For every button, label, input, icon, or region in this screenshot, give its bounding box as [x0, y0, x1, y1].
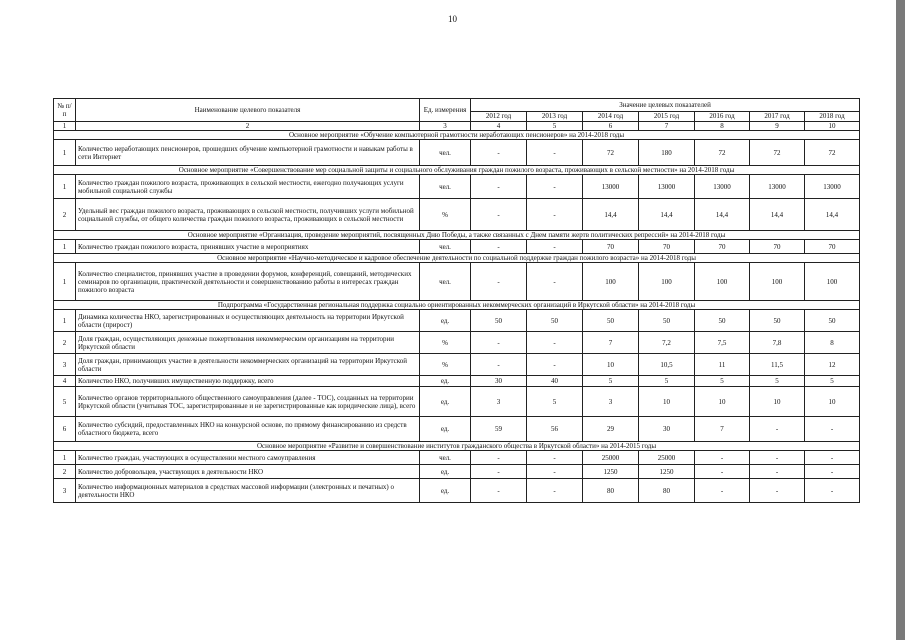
unit-cell: ед.	[420, 376, 471, 387]
value-cell: 10	[695, 387, 750, 417]
value-cell: -	[527, 199, 583, 231]
header-unit: Ед. измерения	[420, 99, 471, 122]
unit-cell: ед.	[420, 387, 471, 417]
value-cell: 100	[583, 263, 639, 301]
value-cell: -	[527, 465, 583, 479]
value-cell: 80	[583, 479, 639, 503]
table-row	[54, 140, 860, 166]
value-cell: 13000	[639, 175, 695, 199]
value-cell: -	[527, 332, 583, 354]
indicator-name: Количество органов территориального общественного самоуправления (далее - ТОС), созданных на территории Иркутской области (учитывая ТОС, зарегистрированные и не зарегистрированные как юридические лица), всего	[76, 387, 420, 417]
section-row	[54, 166, 860, 175]
header-values: Значение целевых показателей	[471, 99, 860, 112]
value-cell: 70	[583, 240, 639, 254]
value-cell: 72	[805, 140, 860, 166]
indicator-name: Количество граждан, участвующих в осуществлении местного самоуправления	[76, 451, 420, 465]
value-cell: 70	[750, 240, 805, 254]
section-row	[54, 442, 860, 451]
table-row	[54, 332, 860, 354]
value-cell: 72	[583, 140, 639, 166]
table-row	[54, 451, 860, 465]
value-cell: -	[527, 354, 583, 376]
header-year: 2012 год	[471, 112, 527, 122]
value-cell: 5	[750, 376, 805, 387]
indicator-name: Количество граждан пожилого возраста, проживающих в сельской местности, ежегодно получающих услуги мобильной социальной службы	[76, 175, 420, 199]
indicator-name: Динамика количества НКО, зарегистрированных и осуществляющих деятельность на территории Иркутской области (прирост)	[76, 310, 420, 332]
value-cell: -	[471, 240, 527, 254]
value-cell: -	[805, 465, 860, 479]
table-row	[54, 175, 860, 199]
column-index-row	[54, 122, 860, 131]
value-cell: -	[805, 479, 860, 503]
value-cell: -	[471, 332, 527, 354]
indicator-name: Количество граждан пожилого возраста, принявших участие в мероприятиях	[76, 240, 420, 254]
value-cell: 50	[750, 310, 805, 332]
table-row	[54, 310, 860, 332]
value-cell: 13000	[805, 175, 860, 199]
indicator-name: Доля граждан, принимающих участие в деятельности некоммерческих организаций на территории Иркутской области	[76, 354, 420, 376]
value-cell: 8	[805, 332, 860, 354]
value-cell: 25000	[639, 451, 695, 465]
value-cell: 56	[527, 417, 583, 442]
indicator-name: Количество добровольцев, участвующих в деятельности НКО	[76, 465, 420, 479]
unit-cell: ед.	[420, 465, 471, 479]
column-index: 6	[583, 122, 639, 131]
table-header-row	[54, 99, 860, 112]
value-cell: -	[527, 175, 583, 199]
header-year: 2015 год	[639, 112, 695, 122]
value-cell: 5	[695, 376, 750, 387]
table-row	[54, 387, 860, 417]
value-cell: -	[471, 354, 527, 376]
value-cell: -	[471, 199, 527, 231]
indicator-name: Количество неработающих пенсионеров, прошедших обучение компьютерной грамотности и навыкам работы в сети Интернет	[76, 140, 420, 166]
value-cell: 80	[639, 479, 695, 503]
table-row	[54, 376, 860, 387]
value-cell: 11	[695, 354, 750, 376]
section-title: Основное мероприятие «Совершенствование мер социальной защиты и социального обслуживания граждан пожилого возраста, проживающих в сельской местности» на 2014-2018 годы	[54, 166, 860, 175]
row-number: 2	[54, 199, 76, 231]
header-year: 2016 год	[695, 112, 750, 122]
value-cell: 30	[471, 376, 527, 387]
value-cell: 13000	[695, 175, 750, 199]
value-cell: 30	[639, 417, 695, 442]
value-cell: 50	[527, 310, 583, 332]
value-cell: 10	[639, 387, 695, 417]
value-cell: 50	[639, 310, 695, 332]
section-row	[54, 131, 860, 140]
value-cell: 100	[695, 263, 750, 301]
value-cell: -	[695, 479, 750, 503]
column-index: 2	[76, 122, 420, 131]
column-index: 10	[805, 122, 860, 131]
indicator-name: Количество информационных материалов в средствах массовой информации (электронных и печатных) о деятельности НКО	[76, 479, 420, 503]
table-row	[54, 199, 860, 231]
unit-cell: %	[420, 354, 471, 376]
unit-cell: %	[420, 332, 471, 354]
value-cell: 25000	[583, 451, 639, 465]
value-cell: 50	[583, 310, 639, 332]
value-cell: 50	[805, 310, 860, 332]
value-cell: -	[750, 451, 805, 465]
value-cell: 11,5	[750, 354, 805, 376]
value-cell: 14,4	[583, 199, 639, 231]
section-row	[54, 301, 860, 310]
value-cell: -	[471, 175, 527, 199]
indicator-name: Доля граждан, осуществляющих денежные пожертвования некоммерческим организациям на территории Иркутской области	[76, 332, 420, 354]
value-cell: 7	[583, 332, 639, 354]
header-year: 2013 год	[527, 112, 583, 122]
row-number: 2	[54, 332, 76, 354]
row-number: 4	[54, 376, 76, 387]
unit-cell: чел.	[420, 175, 471, 199]
unit-cell: чел.	[420, 240, 471, 254]
table-row	[54, 417, 860, 442]
value-cell: 5	[805, 376, 860, 387]
value-cell: 14,4	[695, 199, 750, 231]
page-number: 10	[448, 14, 457, 24]
table-row	[54, 465, 860, 479]
row-number: 1	[54, 175, 76, 199]
section-title: Основное мероприятие «Организация, проведение мероприятий, посвященных Дню Победы, а также связанных с Днем памяти жертв политических репрессий» на 2014-2018 годы	[54, 231, 860, 240]
column-index: 5	[527, 122, 583, 131]
unit-cell: чел.	[420, 140, 471, 166]
value-cell: 72	[695, 140, 750, 166]
value-cell: 59	[471, 417, 527, 442]
value-cell: 10	[805, 387, 860, 417]
value-cell: -	[805, 417, 860, 442]
unit-cell: ед.	[420, 310, 471, 332]
target-indicators-table	[53, 98, 860, 503]
value-cell: -	[750, 417, 805, 442]
section-title: Подпрограмма «Государственная региональная поддержка социально ориентированных некоммерческих организаций в Иркутской области» на 2014-2018 годы	[54, 301, 860, 310]
value-cell: 1250	[583, 465, 639, 479]
value-cell: 13000	[583, 175, 639, 199]
value-cell: 12	[805, 354, 860, 376]
value-cell: 180	[639, 140, 695, 166]
row-number: 6	[54, 417, 76, 442]
value-cell: 7	[695, 417, 750, 442]
column-index: 1	[54, 122, 76, 131]
header-year: 2014 год	[583, 112, 639, 122]
value-cell: -	[471, 140, 527, 166]
column-index: 7	[639, 122, 695, 131]
value-cell: 3	[583, 387, 639, 417]
value-cell: 100	[805, 263, 860, 301]
unit-cell: чел.	[420, 451, 471, 465]
indicator-name: Количество специалистов, принявших участие в проведении форумов, конференций, совещаний, методических семинаров по организации, практической деятельности и совершенствованию работы в интересах граждан пожилого возраста	[76, 263, 420, 301]
value-cell: -	[471, 479, 527, 503]
value-cell: 70	[695, 240, 750, 254]
value-cell: -	[471, 465, 527, 479]
value-cell: 14,4	[750, 199, 805, 231]
value-cell: 14,4	[805, 199, 860, 231]
value-cell: -	[527, 479, 583, 503]
unit-cell: чел.	[420, 263, 471, 301]
header-year: 2017 год	[750, 112, 805, 122]
value-cell: 7,5	[695, 332, 750, 354]
value-cell: 10	[750, 387, 805, 417]
row-number: 3	[54, 354, 76, 376]
row-number: 5	[54, 387, 76, 417]
column-index: 4	[471, 122, 527, 131]
value-cell: -	[471, 263, 527, 301]
value-cell: 40	[527, 376, 583, 387]
value-cell: 5	[527, 387, 583, 417]
row-number: 1	[54, 310, 76, 332]
value-cell: 5	[583, 376, 639, 387]
page-edge-shadow	[896, 0, 905, 640]
indicator-name: Удельный вес граждан пожилого возраста, проживающих в сельской местности, получивших услуги мобильной социальной службы, от общего количества граждан пожилого возраста, проживающих в сельской местности	[76, 199, 420, 231]
section-title: Основное мероприятие «Обучение компьютерной грамотности неработающих пенсионеров» на 2014-2018 годы	[54, 131, 860, 140]
unit-cell: ед.	[420, 417, 471, 442]
table-row	[54, 240, 860, 254]
row-number: 2	[54, 465, 76, 479]
value-cell: 7,2	[639, 332, 695, 354]
table-body	[54, 122, 860, 503]
unit-cell: ед.	[420, 479, 471, 503]
value-cell: 72	[750, 140, 805, 166]
header-num: № п/п	[54, 99, 76, 122]
value-cell: 7,8	[750, 332, 805, 354]
table-row	[54, 354, 860, 376]
row-number: 1	[54, 451, 76, 465]
section-row	[54, 231, 860, 240]
value-cell: -	[750, 465, 805, 479]
value-cell: 50	[471, 310, 527, 332]
value-cell: -	[805, 451, 860, 465]
value-cell: 70	[639, 240, 695, 254]
value-cell: -	[527, 240, 583, 254]
value-cell: -	[695, 465, 750, 479]
row-number: 1	[54, 140, 76, 166]
value-cell: 1250	[639, 465, 695, 479]
table-row	[54, 263, 860, 301]
value-cell: 14,4	[639, 199, 695, 231]
section-row	[54, 254, 860, 263]
header-year: 2018 год	[805, 112, 860, 122]
value-cell: 3	[471, 387, 527, 417]
value-cell: 10,5	[639, 354, 695, 376]
value-cell: 29	[583, 417, 639, 442]
row-number: 1	[54, 240, 76, 254]
section-title: Основное мероприятие «Научно-методическое и кадровое обеспечение деятельности по социальной поддержке граждан пожилого возраста» на 2014-2018 годы	[54, 254, 860, 263]
column-index: 8	[695, 122, 750, 131]
value-cell: -	[527, 140, 583, 166]
row-number: 1	[54, 263, 76, 301]
value-cell: -	[695, 451, 750, 465]
header-name: Наименование целевого показателя	[76, 99, 420, 122]
value-cell: 10	[583, 354, 639, 376]
column-index: 3	[420, 122, 471, 131]
section-title: Основное мероприятие «Развитие и совершенствование институтов гражданского общества в Иркутской области» на 2014-2015 годы	[54, 442, 860, 451]
value-cell: 70	[805, 240, 860, 254]
value-cell: 13000	[750, 175, 805, 199]
value-cell: -	[471, 451, 527, 465]
indicator-name: Количество НКО, получивших имущественную поддержку, всего	[76, 376, 420, 387]
table-row	[54, 479, 860, 503]
value-cell: 5	[639, 376, 695, 387]
value-cell: 50	[695, 310, 750, 332]
value-cell: -	[527, 263, 583, 301]
unit-cell: %	[420, 199, 471, 231]
row-number: 3	[54, 479, 76, 503]
value-cell: 100	[750, 263, 805, 301]
value-cell: -	[750, 479, 805, 503]
indicator-name: Количество субсидий, предоставленных НКО на конкурсной основе, по прямому финансированию из средств областного бюджета, всего	[76, 417, 420, 442]
value-cell: -	[527, 451, 583, 465]
value-cell: 100	[639, 263, 695, 301]
column-index: 9	[750, 122, 805, 131]
